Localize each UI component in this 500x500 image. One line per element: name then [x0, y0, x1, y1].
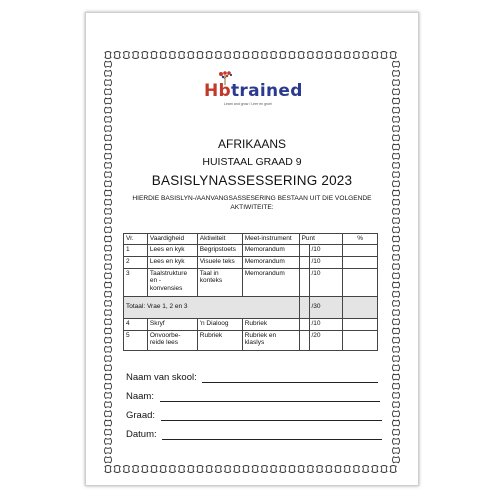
assessment-title: BASISLYNASSESSERING 2023: [151, 173, 353, 188]
instrument-cell: Memorandum: [242, 268, 299, 296]
spacer-cell: [299, 268, 309, 296]
percent-cell: [343, 318, 378, 330]
school-name-label: Naam van skool:: [126, 372, 197, 383]
date-line: [162, 430, 382, 440]
header-cell: Punt: [299, 234, 343, 245]
instrument-cell: Rubriek en klaslys: [242, 330, 299, 350]
table-header-row: [124, 234, 378, 245]
subject-title: AFRIKAANS: [217, 137, 286, 151]
instrument-cell: Memorandum: [242, 244, 299, 256]
percent-cell: [343, 330, 378, 350]
table-row: [124, 244, 378, 256]
instrument-cell: Memorandum: [242, 256, 299, 268]
activity-cell: Taal in konteks: [197, 268, 242, 296]
header-cell: Aktiwiteit: [197, 234, 242, 245]
spacer-cell: [299, 296, 309, 318]
marks-cell: /10: [309, 268, 343, 296]
spacer-cell: [299, 256, 309, 268]
total-row: [124, 296, 378, 318]
activity-cell: 'n Dialoog: [197, 318, 242, 330]
row-number: 4: [124, 318, 148, 330]
company-logo: [204, 69, 304, 109]
table-row: [124, 256, 378, 268]
total-label: Totaal: Vrae 1, 2 en 3: [124, 296, 300, 318]
grade-line: [161, 411, 382, 421]
skill-cell: Lees en kyk: [147, 256, 197, 268]
spacer-cell: [299, 330, 309, 350]
activity-cell: Begripstoets: [197, 244, 242, 256]
table-row: [124, 268, 378, 296]
skill-cell: Lees en kyk: [147, 244, 197, 256]
percent-cell: [343, 296, 378, 318]
document-page: [85, 12, 419, 486]
marks-cell: /10: [309, 244, 343, 256]
row-number: 2: [124, 256, 148, 268]
student-name-label: Naam:: [126, 391, 154, 402]
instrument-cell: Rubriek: [242, 318, 299, 330]
grade-label: Graad:: [126, 410, 156, 421]
student-name-field: [126, 391, 380, 402]
school-name-line: [202, 373, 378, 383]
logo-tagline: Learn and grow / Leer en groei: [224, 102, 272, 106]
percent-cell: [343, 256, 378, 268]
logo-trained-text: trained: [231, 81, 303, 101]
percent-cell: [343, 244, 378, 256]
logo-hb-text: Hb: [204, 81, 231, 101]
activity-cell: Rubriek: [197, 330, 242, 350]
table-row: [124, 330, 378, 350]
activity-cell: Visuele teks: [197, 256, 242, 268]
grade-field: [126, 410, 382, 421]
percent-cell: [343, 268, 378, 296]
school-name-field: [126, 372, 378, 383]
logo-wordmark: [204, 81, 303, 101]
row-number: 3: [124, 268, 148, 296]
header-cell: Vr.: [124, 234, 148, 245]
date-label: Datum:: [126, 429, 157, 440]
total-marks: /30: [309, 296, 343, 318]
marks-cell: /20: [309, 330, 343, 350]
skill-cell: Onvoorbe-reide lees: [147, 330, 197, 350]
spacer-cell: [299, 244, 309, 256]
marks-cell: /10: [309, 318, 343, 330]
spacer-cell: [299, 318, 309, 330]
marks-cell: /10: [309, 256, 343, 268]
skill-cell: Skryf: [147, 318, 197, 330]
header-cell: Meet-instrument: [242, 234, 299, 245]
student-name-line: [160, 392, 380, 402]
grade-title: HUISTAAL GRAAD 9: [202, 156, 302, 168]
date-field: [126, 429, 382, 440]
header-cell: %: [343, 234, 378, 245]
table-row: [124, 318, 378, 330]
skill-cell: Taalstrukture en - konvensies: [147, 268, 197, 296]
intro-text: HIERDIE BASISLYN-/AANVANGSASSESERING BESTAAN UIT DIE VOLGENDE AKTIWITEITE:: [132, 195, 372, 211]
activities-table: [123, 233, 378, 351]
row-number: 5: [124, 330, 148, 350]
row-number: 1: [124, 244, 148, 256]
header-cell: Vaardigheid: [147, 234, 197, 245]
